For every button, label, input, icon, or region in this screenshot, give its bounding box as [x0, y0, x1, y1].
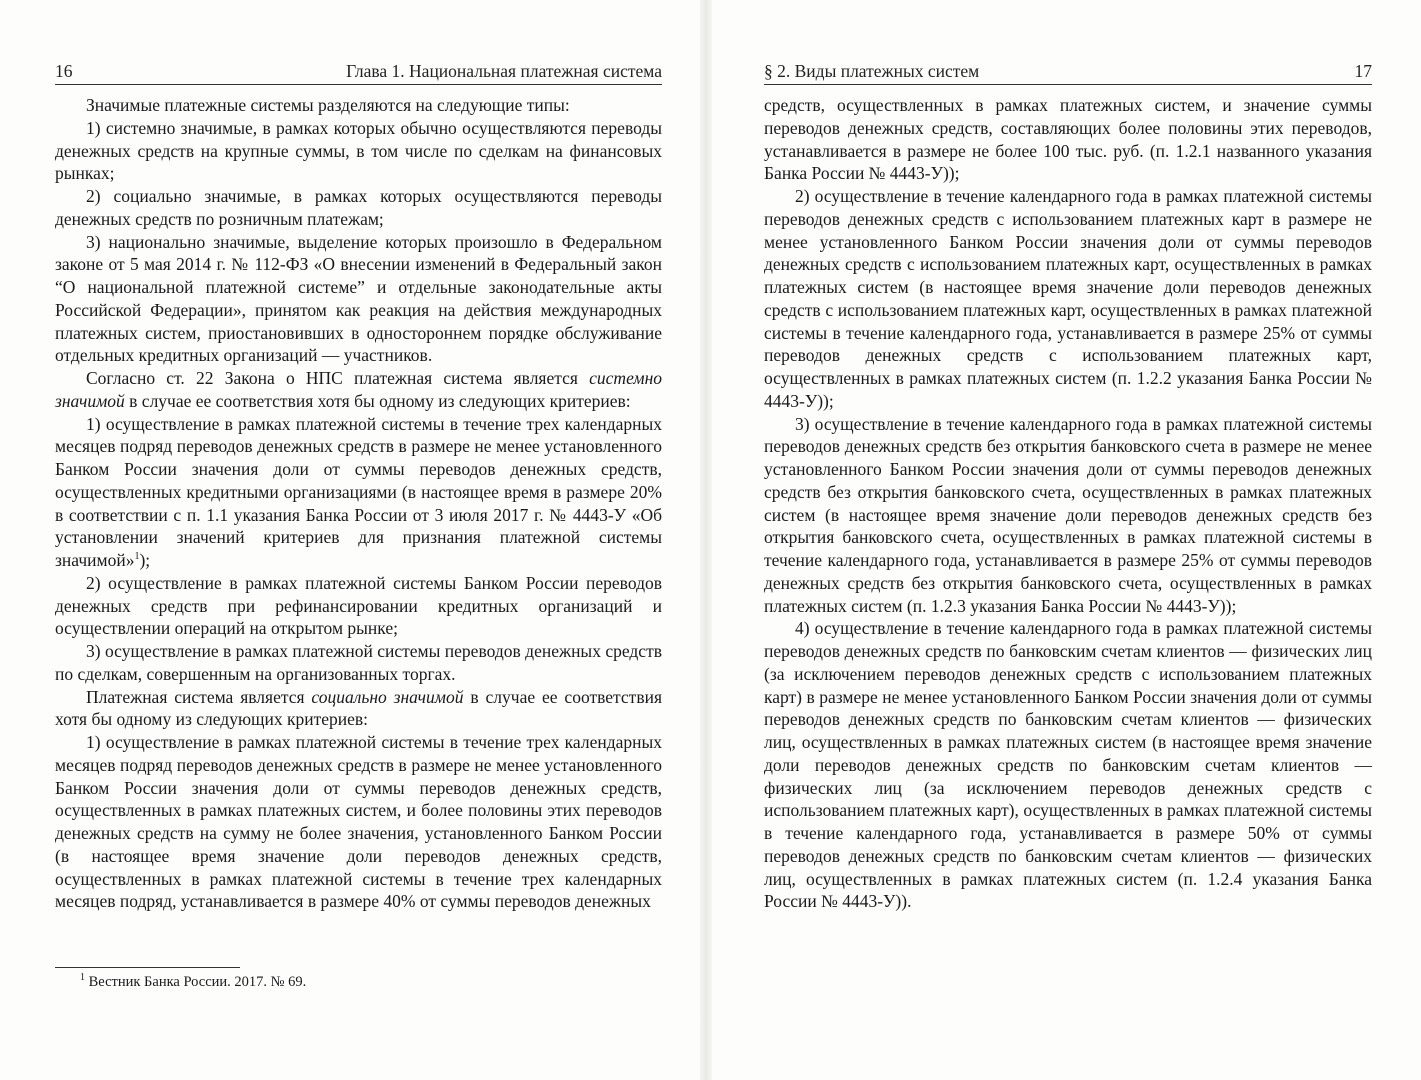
paragraph: 2) социально значимые, в рамках которых осуществляются переводы денежных средств по розничным платежам; — [55, 186, 662, 229]
paragraph — [55, 413, 662, 572]
paragraph: 2) осуществление в рамках платежной системы Банком России переводов денежных средств при рефинансировании кредитных организаций и осуществлении операций на открытом рынке; — [55, 572, 662, 639]
right-running-head — [764, 60, 1372, 84]
footnote-mark: 1 — [80, 972, 85, 984]
text-run: ); — [139, 550, 151, 570]
paragraph-social — [55, 686, 662, 732]
footnote — [55, 973, 662, 992]
paragraph: 2) осуществление в течение календарного года в рамках платежной системы переводов денежных средств с использованием платежных карт в размере не менее установленного Банком России значения доли от суммы переводов денежных средств с использованием платежных карт, осуществленных в рамках платежных систем (в настоящее время значение доли переводов денежных средств с использованием платежных карт, осуществленных в рамках платежной системы в течение календарного года, устанавливается в размере 25% от суммы переводов денежных средств с использованием платежных карт, осуществленных в рамках платежных систем (п. 1.2.2 указания Банка России № 4443-У)); — [764, 186, 1372, 411]
right-page-number: 17 — [1354, 61, 1372, 81]
footnote-text: Вестник Банка России. 2017. № 69. — [88, 974, 307, 990]
paragraph-continued: средств, осуществленных в рамках платежных систем, и значение суммы переводов денежных средств, составляющих более половины этих переводов, устанавливается в размере не более 100 тыс. руб. (п. 1.2.1 названного указания Банка России № 4443-У)); — [764, 95, 1372, 184]
paragraph: 4) осуществление в течение календарного года в рамках платежной системы переводов денежных средств по банковским счетам клиентов — физических лиц (за исключением переводов денежных средств с использованием платежных карт) в размере не менее установленного Банком России значения доли от суммы переводов денежных средств по банковским счетам клиентов — физических лиц, осуществленных в рамках платежных систем (в настоящее время значение доли переводов денежных средств по банковским счетам клиентов — физических лиц (за исключением переводов денежных средств с использованием платежных карт), осуществленных в рамках платежной системы в течение календарного года, устанавливается в размере 50% от суммы переводов денежных средств по банковским счетам клиентов — физических лиц, осуществленных в рамках платежных систем (п. 1.2.4 указания Банка России № 4443-У)). — [764, 618, 1372, 912]
left-header-rule — [55, 84, 662, 85]
text-run: в случае ее соответствия хотя бы одному из следующих критериев: — [124, 390, 631, 411]
left-running-head — [55, 60, 662, 84]
right-running-title: § 2. Виды платежных систем — [764, 61, 980, 81]
paragraph: 1) системно значимые, в рамках которых обычно осуществляются переводы денежных средств на крупные суммы, в том числе по сделкам на финансовых рынках; — [55, 117, 662, 184]
paragraph: 1) осуществление в рамках платежной системы в течение трех календарных месяцев подряд переводов денежных средств в размере не менее установленного Банком России значения доли от суммы переводов денежных средств, осуществленных в рамках платежных систем, и более половины этих переводов денежных средств на сумму не более значения, установленного Банком России (в настоящее время значение доли переводов денежных средств, осуществленных в рамках платежной системы в течение трех календарных месяцев подряд, устанавливается в размере 40% от суммы переводов денежных — [55, 732, 662, 912]
footnote-reference[interactable]: 1 — [134, 551, 140, 563]
paragraph: 3) национально значимые, выделение которых произошло в Федеральном законе от 5 мая 2014 г. № 112-ФЗ «О внесении изменений в Федеральный закон “О национальной платежной системе” и отдельные законодательные акты Российской Федерации», принятом как реакция на действия международных платежных систем, приостановивших в одностороннем порядке обслуживание отдельных кредитных организаций — участников. — [55, 231, 662, 366]
text-run: в случае ее соответствия хотя бы одному из следующих критериев: — [55, 686, 662, 730]
left-body-text — [55, 94, 662, 913]
paragraph: 3) осуществление в рамках платежной системы переводов денежных средств по сделкам, совершенным на организованных торгах. — [55, 641, 662, 684]
paragraph: Значимые платежные системы разделяются на следующие типы: — [86, 95, 570, 115]
right-body-text — [764, 94, 1372, 913]
term-systemic: системно значимой — [55, 368, 662, 411]
text-run: Платежная система является — [86, 686, 312, 707]
text-run: 1) осуществление в рамках платежной системы в течение трех календарных месяцев подряд переводов денежных средств в размере не менее установленного Банком России значения доли от суммы переводов денежных средств, осуществленных кредитными организациями (в настоящее время в размере 20% в соответствии с п. 1.1 указания Банка России от 3 июля 2017 г. № 4443-У «Об установлении значений критериев для признания платежной системы значимой» — [55, 413, 662, 570]
right-page — [712, 0, 1421, 1080]
text-run: Согласно ст. 22 Закона о НПС платежная система является — [86, 368, 590, 388]
paragraph-systemic — [55, 367, 662, 413]
term-social: социально значимой — [311, 686, 464, 707]
footnote-rule — [55, 967, 240, 968]
book-gutter — [700, 0, 712, 1080]
left-page-number: 16 — [55, 61, 73, 81]
right-header-rule — [764, 84, 1372, 85]
left-page — [0, 0, 700, 1080]
paragraph: 3) осуществление в течение календарного года в рамках платежной системы переводов денежных средств без открытия банковского счета в размере не менее установленного Банком России значения доли от суммы переводов денежных средств без открытия банковского счета, осуществленных в рамках платежных систем (в настоящее время значение доли переводов денежных средств без открытия банковского счета, осуществленных в рамках платежной системы в течение календарного года, устанавливается в размере 25% от суммы переводов денежных средств без открытия банковского счета, осуществленных в рамках платежных систем (п. 1.2.3 указания Банка России № 4443-У)); — [764, 413, 1372, 616]
left-running-title: Глава 1. Национальная платежная система — [346, 61, 662, 81]
